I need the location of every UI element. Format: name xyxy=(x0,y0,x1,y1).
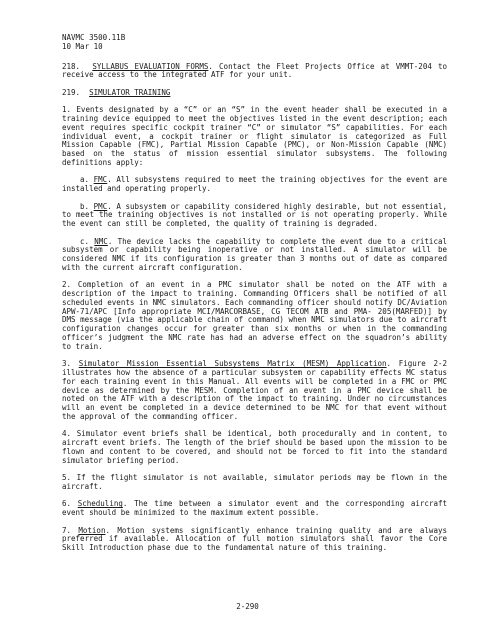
page-number: 2-290 xyxy=(236,602,259,611)
subparagraph-a-letter: a. xyxy=(80,175,94,185)
paragraph-6-number: 6. xyxy=(62,499,78,509)
section-218-title: SYLLABUS EVALUATION FORMS xyxy=(92,61,209,71)
document-id: NAVMC 3500.11B xyxy=(62,33,126,42)
paragraph-2: 2. Completion of an event in a PMC simulator shall be noted on the ATF with a description of the impact to training. Commanding Officers shall be notified of all scheduled events in NMC simulators. Each commanding officer should notify DC/Aviation APW-71/APC [Info appropriate MCI/MARCORBASE, CG TECOM ATB and PMA- 205(MARFED)] by DMS message (via the applicable chain of command) when NMC simulators due to aircraft configuration changes occur for greater than six months or when in the commanding officer’s judgment the NMC rate has had an adverse effect on the squadron’s ability to train. xyxy=(62,280,447,351)
subparagraph-b xyxy=(62,203,447,229)
subparagraph-a xyxy=(62,176,447,194)
section-219-heading xyxy=(62,89,447,98)
subparagraph-b-body: . A subsystem or capability considered highly desirable, but not essential, to meet the training objectives is not installed or is not operating properly. While the event can still be completed, the quality of training is degraded. xyxy=(62,201,448,229)
section-219-number: 219. xyxy=(62,87,81,97)
paragraph-4: 4. Simulator event briefs shall be identical, both procedurally and in content, to aircraft event briefs. The length of the brief should be based upon the mission to be flown and content to be covered, and should not be forced to fit into the standard simulator briefing period. xyxy=(62,429,447,465)
subparagraph-a-term: FMC xyxy=(93,175,108,185)
paragraph-6 xyxy=(62,500,447,518)
paragraph-5: 5. If the flight simulator is not available, simulator periods may be flown in the aircraft. xyxy=(62,473,447,492)
paragraph-6-body: . The time between a simulator event and the corresponding aircraft event should be minimized to the maximum extent possible. xyxy=(62,499,448,518)
paragraph-3-body: . Figure 2-2 illustrates how the absence of a particular subsystem or capability effects MC status for each training event in this Manual. All events will be completed in a FMC or PMC device as determined by the MESM. Completion of an event in a PMC device shall be noted on the ATF with a description of the impact to training. Under no circumstances will an event be completed in a device determined to be NMC for that event without the approval of the commanding officer. xyxy=(62,359,448,422)
subparagraph-b-term: PMC xyxy=(93,201,108,211)
subparagraph-c xyxy=(62,238,447,273)
document-header xyxy=(62,34,447,52)
paragraph-3 xyxy=(62,360,447,422)
paragraph-6-term: Scheduling xyxy=(77,499,123,509)
paragraph-1: 1. Events designated by a “C” or an “S” in the event header shall be executed in a training device equipped to meet the objectives listed in the event description; each event requires specific cockpit trainer “C” or simulator “S” capabilities. For each individual event, a cockpit trainer or flight simulator is categorized as Full Mission Capable (FMC), Partial Mission Capable (PMC), or Non-Mission Capable (NMC) based on the status of mission essential simulator subsystems. The following definitions apply: xyxy=(62,105,447,167)
section-218-number: 218. xyxy=(62,61,81,71)
paragraph-7-body: . Motion systems significantly enhance training quality and are always preferred if available. Allocation of full motion simulators shall favor the Core Skill Introduction phase due to the fundamental nature of this training. xyxy=(62,525,447,553)
section-219-title: SIMULATOR TRAINING xyxy=(89,87,171,97)
paragraph-7-term: Motion xyxy=(78,525,106,535)
paragraph-3-number: 3. xyxy=(62,359,79,369)
section-218 xyxy=(62,63,447,81)
paragraph-7 xyxy=(62,527,447,553)
paragraph-7-number: 7. xyxy=(62,525,79,535)
subparagraph-a-body: . All subsystems required to meet the training objectives for the event are installed and operating properly. xyxy=(62,175,448,194)
subparagraph-b-letter: b. xyxy=(80,201,94,211)
subparagraph-c-letter: c. xyxy=(80,236,95,246)
document-page xyxy=(62,34,447,562)
document-date: 10 Mar 10 xyxy=(62,41,103,51)
subparagraph-c-term: NMC xyxy=(94,236,108,246)
section-218-body: . Contact the Fleet Projects Office at VMMT-204 to receive access to the integrated ATF for your unit. xyxy=(62,61,447,80)
paragraph-3-term: Simulator Mission Essential Subsystems Matrix (MESM) Application xyxy=(78,359,387,369)
subparagraph-c-body: . The device lacks the capability to complete the event due to a critical subsystem or capability being inoperative or not installed. A simulator will be considered NMC if its configuration is greater than 3 months out of date as compared with the current aircraft configuration. xyxy=(62,236,447,272)
